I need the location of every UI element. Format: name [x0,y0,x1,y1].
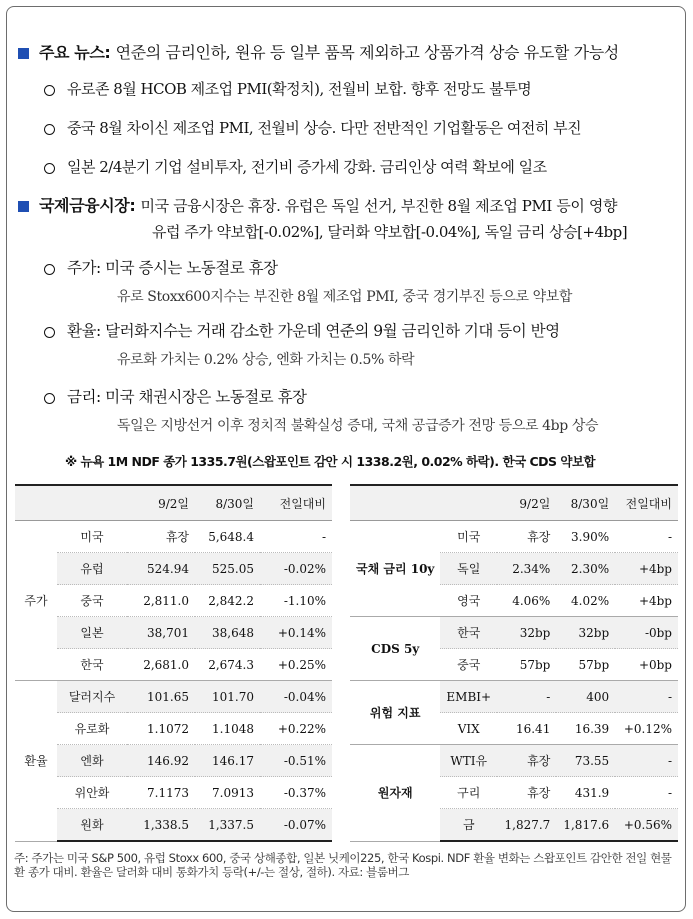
circle-bullet-icon [44,327,55,338]
table-cell: 1.1072 [127,713,195,745]
row-label: 원화 [57,809,127,842]
table-cell: 휴장 [497,777,556,809]
section-rates-detail: 독일은 지방선거 이후 정치적 불확실성 증대, 국채 공급증가 전망 등으로 4bp 상승 [117,418,599,434]
group-label: 환율 [15,681,57,842]
header-empty [440,485,497,521]
table-cell: 1,817.6 [556,809,615,842]
row-label: 구리 [440,777,497,809]
table-row [15,521,332,553]
table-cell: - [615,745,678,777]
circle-bullet-icon [44,163,55,174]
table-cell: +0.12% [615,713,678,745]
table-cell: 73.55 [556,745,615,777]
table-row [15,681,332,713]
headline-text-line2: 유럽 주가 약보합[-0.02%], 달러화 약보합[-0.04%], 독일 금리 상승[+4bp] [152,223,628,241]
table-row [15,649,332,681]
row-label: 독일 [440,553,497,585]
row-label: 엔화 [57,745,127,777]
table-cell: 101.65 [127,681,195,713]
header-date-today: 9/2일 [497,485,556,521]
table-cell: 4.06% [497,585,556,617]
header-date-today: 9/2일 [127,485,195,521]
circle-bullet-icon [44,393,55,404]
table-cell: 524.94 [127,553,195,585]
headline-text: 연준의 금리인하, 원유 등 일부 품목 제외하고 상품가격 상승 유도할 가능성 [115,43,619,62]
table-row [350,521,678,553]
table-cell: 4.02% [556,585,615,617]
right-market-table [350,484,678,842]
table-cell: 400 [556,681,615,713]
row-label: 한국 [57,649,127,681]
group-label: CDS 5y [350,617,440,681]
header-empty [350,485,440,521]
group-label: 위험 지표 [350,681,440,745]
header-change: 전일대비 [615,485,678,521]
table-cell: 1.1048 [195,713,260,745]
table-cell: 57bp [556,649,615,681]
header-change: 전일대비 [260,485,332,521]
table-cell: - [260,521,332,553]
group-label: 원자재 [350,745,440,842]
square-bullet-icon [18,201,29,212]
table-cell: +4bp [615,553,678,585]
table-cell: 3.90% [556,521,615,553]
table-cell: 101.70 [195,681,260,713]
table-cell: 38,648 [195,617,260,649]
table-cell: 휴장 [127,521,195,553]
section-rates-title: 금리: 미국 채권시장은 노동절로 휴장 [44,385,307,407]
table-cell: 32bp [497,617,556,649]
table-row [350,681,678,713]
table-cell: 2,674.3 [195,649,260,681]
left-market-table [15,484,332,842]
headline-text-line1: 미국 금융시장은 휴장. 유럽은 독일 선거, 부진한 8월 제조업 PMI 등이 영향 [140,197,618,215]
row-label: 위안화 [57,777,127,809]
row-label: 금 [440,809,497,842]
headline-main-news [18,40,619,63]
table-cell: 2.30% [556,553,615,585]
row-label: EMBI+ [440,681,497,713]
table-row [15,617,332,649]
table-cell: 2,811.0 [127,585,195,617]
news-bullet-2: 중국 8월 차이신 제조업 PMI, 전월비 상승. 다만 전반적인 기업활동은 여전히 부진 [44,117,581,138]
circle-bullet-icon [44,124,55,135]
row-label: 유럽 [57,553,127,585]
table-cell: - [615,521,678,553]
headline-intl-markets [18,193,617,216]
table-row [350,617,678,649]
group-label: 주가 [15,521,57,681]
table-cell: 431.9 [556,777,615,809]
table-cell: -1.10% [260,585,332,617]
header-empty [57,485,127,521]
table-row [15,745,332,777]
table-cell: 32bp [556,617,615,649]
table-cell: 38,701 [127,617,195,649]
header-date-prev: 8/30일 [556,485,615,521]
row-label: 미국 [57,521,127,553]
table-row [15,777,332,809]
table-cell: 525.05 [195,553,260,585]
table-cell: -0.04% [260,681,332,713]
table-cell: 2,681.0 [127,649,195,681]
table-cell: +0.14% [260,617,332,649]
table-cell: 146.92 [127,745,195,777]
section-stocks-detail: 유로 Stoxx600지수는 부진한 8월 제조업 PMI, 중국 경기부진 등으로 약보합 [117,289,573,305]
table-cell: +0.25% [260,649,332,681]
row-label: 한국 [440,617,497,649]
news-bullet-1: 유로존 8월 HCOB 제조업 PMI(확정치), 전월비 보합. 향후 전망도 불투명 [44,78,531,99]
table-cell: 146.17 [195,745,260,777]
square-bullet-icon [18,48,29,59]
header-date-prev: 8/30일 [195,485,260,521]
section-stocks-title: 주가: 미국 증시는 노동절로 휴장 [44,256,278,278]
table-cell: 7.0913 [195,777,260,809]
circle-bullet-icon [44,85,55,96]
section-fx-title: 환율: 달러화지수는 거래 감소한 가운데 연준의 9월 금리인하 기대 등이 반영 [44,319,560,341]
row-label: 미국 [440,521,497,553]
row-label: 영국 [440,585,497,617]
table-cell: - [615,777,678,809]
row-label: 중국 [57,585,127,617]
table-cell: 16.41 [497,713,556,745]
news-bullet-3: 일본 2/4분기 기업 설비투자, 전기비 증가세 강화. 금리인상 여력 확보에 일조 [44,156,547,177]
table-row [15,585,332,617]
table-cell: 1,337.5 [195,809,260,842]
table-cell: -0.37% [260,777,332,809]
row-label: VIX [440,713,497,745]
table-cell: 1,338.5 [127,809,195,842]
table-cell: 1,827.7 [497,809,556,842]
table-cell: -0.07% [260,809,332,842]
table-cell: 57bp [497,649,556,681]
table-cell: 휴장 [497,745,556,777]
row-label: 일본 [57,617,127,649]
table-cell: +0.22% [260,713,332,745]
section-fx-detail: 유로화 가치는 0.2% 상승, 엔화 가치는 0.5% 하락 [117,352,415,368]
table-cell: 16.39 [556,713,615,745]
table-row [350,745,678,777]
circle-bullet-icon [44,264,55,275]
ndf-note: ※ 뉴욕 1M NDF 종가 1335.7원(스왑포인트 감안 시 1338.2원, 0.02% 하락). 한국 CDS 약보합 [65,454,596,469]
table-row [15,713,332,745]
table-cell: 2,842.2 [195,585,260,617]
row-label: 달러지수 [57,681,127,713]
headline-label: 주요 뉴스: [39,43,111,62]
table-row [15,553,332,585]
row-label: 중국 [440,649,497,681]
table-cell: 휴장 [497,521,556,553]
group-label: 국채 금리 10y [350,521,440,617]
table-cell: -0bp [615,617,678,649]
table-cell: 5,648.4 [195,521,260,553]
table-cell: - [615,681,678,713]
table-cell: 7.1173 [127,777,195,809]
footnote: 주: 주가는 미국 S&P 500, 유럽 Stoxx 600, 중국 상해종합, 일본 닛케이225, 한국 Kospi. NDF 환율 변화는 스왑포인트 감안한 전일 현물환 종가 대비. 환율은 달러화 대비 통화가치 등락(+/-는 절상, 절하). 자료: 블룸버그 [14,851,672,879]
table-cell: -0.02% [260,553,332,585]
table-cell: - [497,681,556,713]
table-cell: 2.34% [497,553,556,585]
table-cell: +0bp [615,649,678,681]
table-cell: +4bp [615,585,678,617]
table-cell: +0.56% [615,809,678,842]
row-label: WTI유 [440,745,497,777]
row-label: 유로화 [57,713,127,745]
headline-label: 국제금융시장: [39,196,136,215]
table-cell: -0.51% [260,745,332,777]
table-row [15,809,332,842]
header-empty [15,485,57,521]
